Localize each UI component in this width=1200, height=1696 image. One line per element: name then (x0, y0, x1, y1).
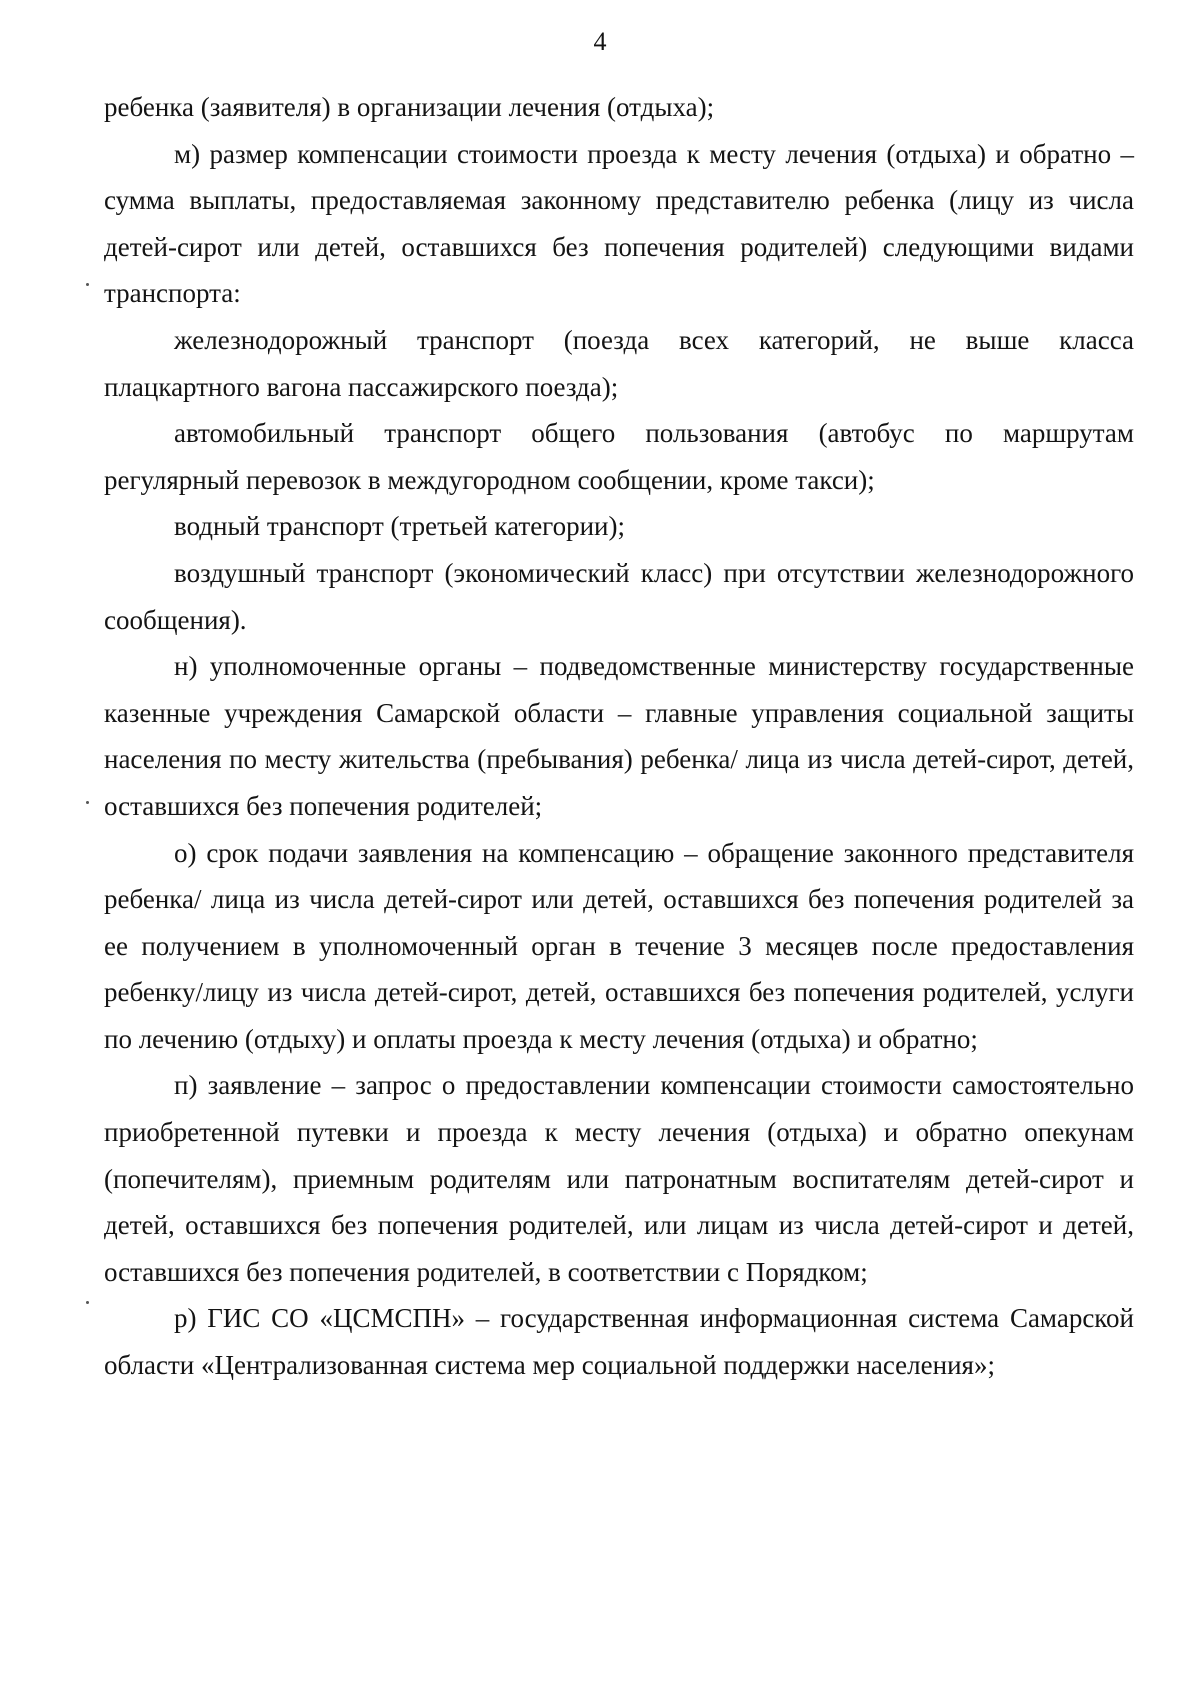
document-body (104, 84, 1134, 1389)
paragraph-railway-transport: железнодорожный транспорт (поезда всех категорий, не выше класса плацкартного вагона пассажирского поезда); (104, 324, 1134, 402)
scan-speck (86, 801, 89, 804)
paragraph-air-transport: воздушный транспорт (экономический класс) при отсутствии железнодорожного сообщения). (104, 557, 1134, 635)
scan-speck (86, 283, 89, 286)
paragraph-o-application-deadline: о) срок подачи заявления на компенсацию – обращение законного представителя ребенка/ лица из числа детей-сирот или детей, оставшихся без попечения родителей за ее получением в уполномоченный орган в течение 3 месяцев после предоставления ребенку/лицу из числа детей-сирот, детей, оставшихся без попечения родителей, услуги по лечению (отдыху) и оплаты проезда к месту лечения (отдыха) и обратно; (104, 837, 1134, 1054)
paragraph-m-travel-compensation: м) размер компенсации стоимости проезда к месту лечения (отдыха) и обратно – сумма выплаты, предоставляемая законному представителю ребенка (лицу из числа детей-сирот или детей, оставшихся без попечения родителей) следующими видами транспорта: (104, 138, 1134, 309)
scan-speck (86, 1301, 89, 1304)
paragraph-road-transport: автомобильный транспорт общего пользования (автобус по маршрутам регулярный перевозок в междугородном сообщении, кроме такси); (104, 418, 1134, 495)
paragraph-p-application: п) заявление – запрос о предоставлении компенсации стоимости самостоятельно приобретенной путевки и проезда к месту лечения (отдыха) и обратно опекунам (попечителям), приемным родителям или патронатным воспитателям детей-сирот и детей, оставшихся без попечения родителей, или лицам из числа детей-сирот и детей, оставшихся без попечения родителей, в соответствии с Порядком; (104, 1070, 1134, 1287)
page-number: 4 (593, 27, 607, 56)
paragraph-r-gis-so: р) ГИС СО «ЦСМСПН» – государственная информационная система Самарской области «Централизованная система мер социальной поддержки населения»; (104, 1303, 1134, 1381)
paragraph-n-authorized-bodies: н) уполномоченные органы – подведомственные министерству государственные казенные учреждения Самарской области – главные управления социальной защиты населения по месту жительства (пребывания) ребенка/ лица из числа детей-сирот, детей, оставшихся без попечения родителей; (104, 651, 1134, 821)
paragraph-continuation: ребенка (заявителя) в организации лечения (отдыха); (104, 92, 715, 122)
paragraph-water-transport: водный транспорт (третьей категории); (174, 511, 625, 542)
